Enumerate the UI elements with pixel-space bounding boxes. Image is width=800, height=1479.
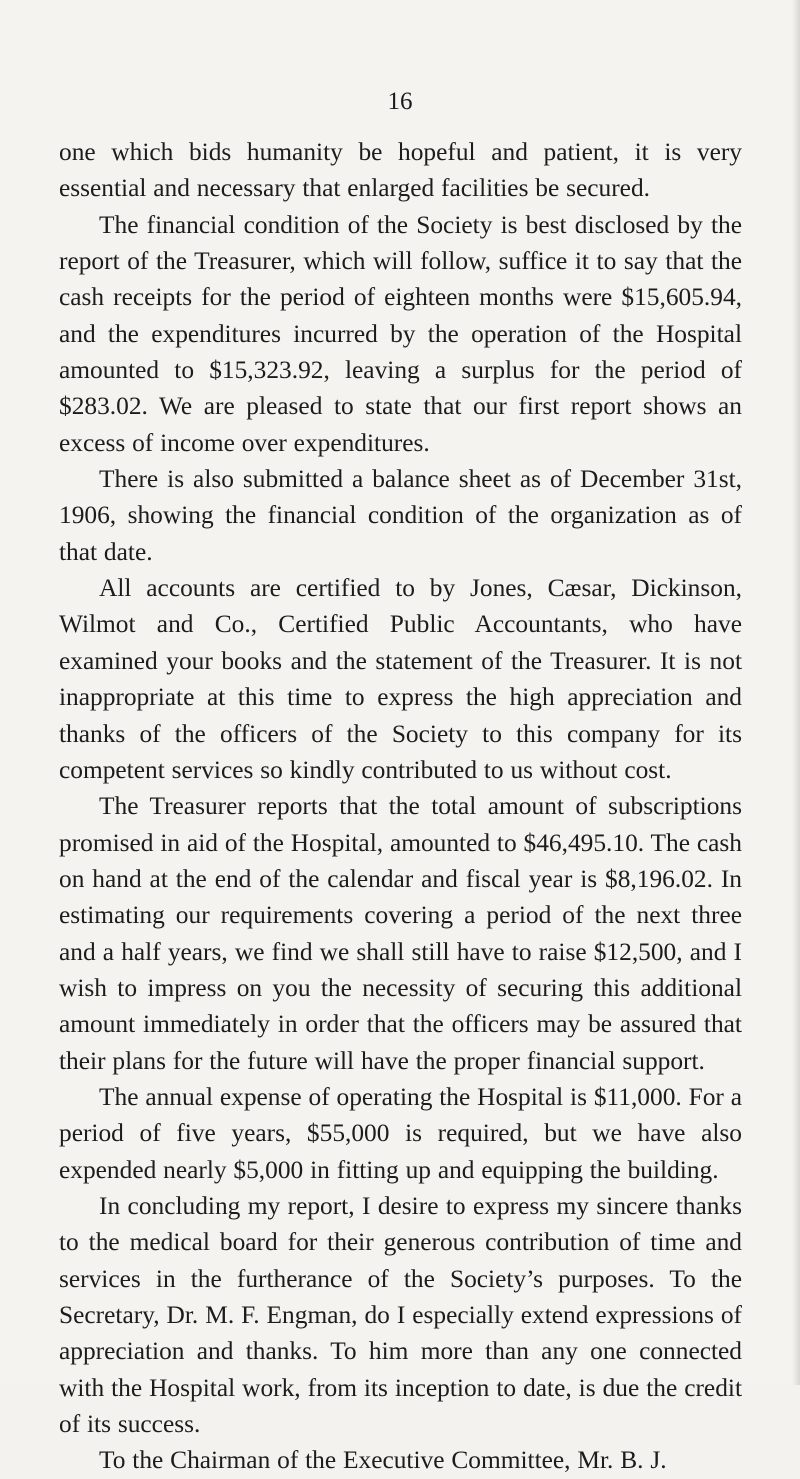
report-body: [59, 134, 742, 1479]
paragraph-facilities: one which bids humanity be hopeful and patient, it is very essential and necessary that enlarged facilities be secured.: [59, 138, 742, 203]
paragraph-financial-condition: The financial condition of the Society is best disclosed by the report of the Treasurer, which will follow, suffice it to say that the cash receipts for the period of eighteen months were $15,605.94, and the expenditures incurred by the operation of the Hospital amounted to $15,323.92, leaving a surplus for the period of $283.02. We are pleased to state that our first report shows an excess of income over expenditures.: [59, 210, 742, 457]
paragraph-concluding: In concluding my report, I desire to express my sincere thanks to the medical board for their generous contribution of time and services in the furtherance of the Society’s purposes. To the Secretary, Dr. M. F. Engman, do I especially extend expressions of appreciation and thanks. To him more than any one connected with the Hospital work, from its inception to date, is due the credit of its success.: [59, 1191, 742, 1439]
page-edge-shadow: [792, 0, 800, 1385]
paragraph-accounts-certified: All accounts are certified to by Jones, Cæsar, Dickinson, Wilmot and Co., Certified Public Accountants, who have examined your books and the statement of the Treasurer. It is not inappropriate at this time to express the high appreciation and thanks of the officers of the Society to this company for its competent services so kindly contributed to us without cost.: [59, 574, 742, 784]
page-number: 16: [387, 88, 413, 115]
paragraph-balance-sheet: There is also submitted a balance sheet as of December 31st, 1906, showing the financial condition of the organization as of that date.: [59, 465, 742, 566]
paragraph-annual-expense: The annual expense of operating the Hospital is $11,000. For a period of five years, $55,000 is required, but we have also expended nearly $5,000 in fitting up and equipping the building.: [59, 1082, 742, 1184]
paragraph-chairman: To the Chairman of the Executive Committee, Mr. B. J.: [99, 1446, 667, 1475]
paragraph-subscriptions: The Treasurer reports that the total amount of subscriptions promised in aid of the Hospital, amounted to $46,495.10. The cash on hand at the end of the calendar and fiscal year is $8,196.02. In estimating our requirements covering a period of the next three and a half years, we find we shall still have to raise $12,500, and I wish to impress on you the necessity of securing this additional amount immediately in order that the officers may be assured that their plans for the future will have the proper financial support.: [59, 792, 742, 1075]
